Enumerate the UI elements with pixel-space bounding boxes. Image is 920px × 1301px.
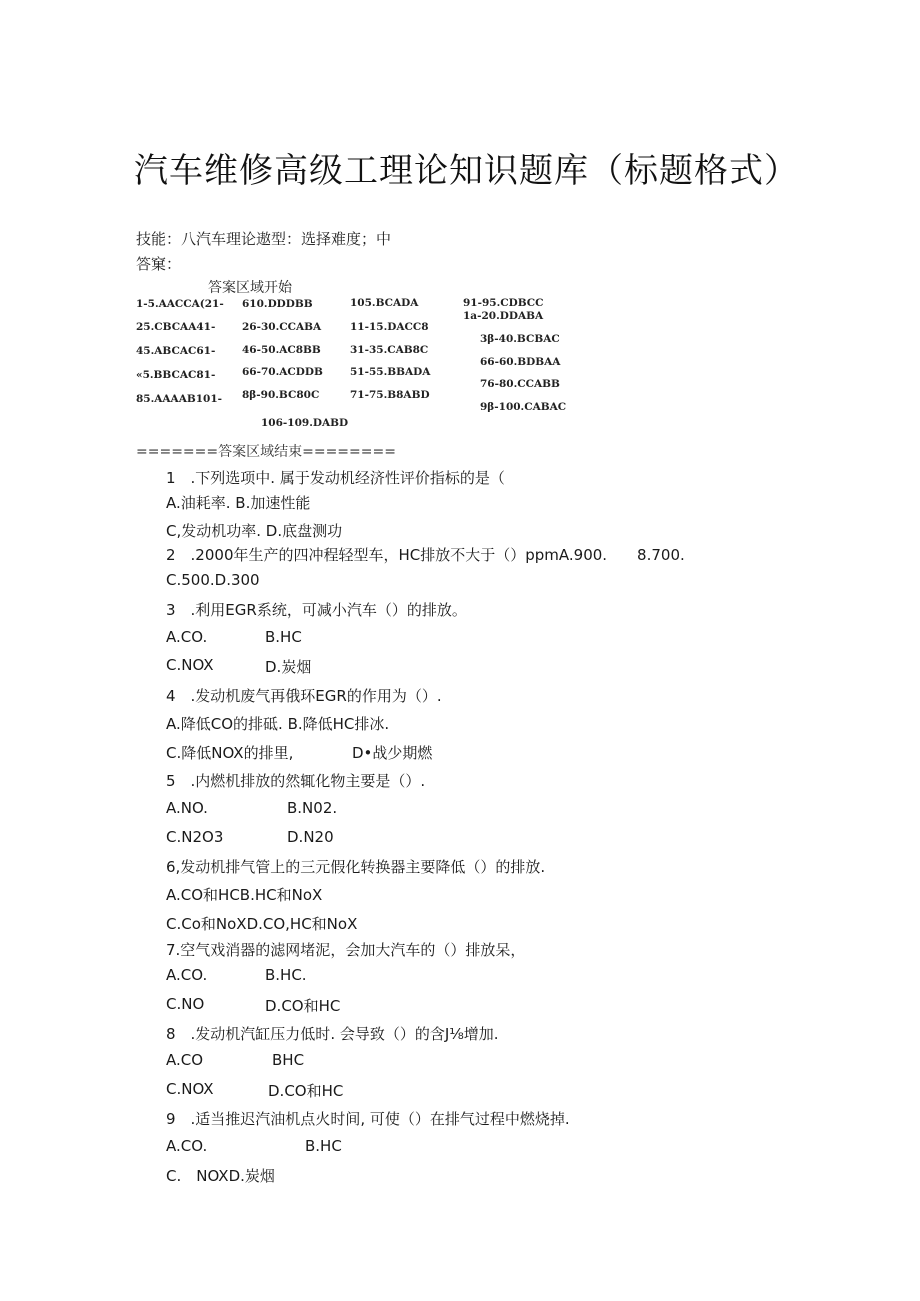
question-option: D.CO和HC xyxy=(268,1082,344,1100)
question-option: C.Co和NoXD.CO,HC和NoX xyxy=(166,915,358,933)
answer-cell: 76-80.CCABB xyxy=(480,378,560,390)
answer-cell: 3β-40.BCBAC xyxy=(480,333,560,345)
question-option: A.CO. xyxy=(166,628,208,646)
question-option: C.降低NOX的排里, xyxy=(166,744,294,762)
question-option: B.HC xyxy=(265,628,302,646)
answer-cell: 105.BCADA xyxy=(350,297,419,309)
answer-cell: 610.DDDBB xyxy=(242,298,313,310)
question-option: C.NOX xyxy=(166,656,214,674)
question-option: B.HC. xyxy=(265,966,307,984)
question-option: B.N02. xyxy=(287,799,338,817)
answer-cell: 1-5.AACCA(21- xyxy=(136,298,224,310)
question-option: A.CO xyxy=(166,1051,204,1069)
question-option: C.N2O3 xyxy=(166,828,224,846)
answer-cell: 9β-100.CABAC xyxy=(480,401,567,413)
question-option: C. NOXD.炭烟 xyxy=(166,1167,275,1185)
question-option: C.500.D.300 xyxy=(166,571,260,589)
answer-cell: 85.AAAAB101- xyxy=(136,393,223,405)
question-option: C,发动机功率. D.底盘测功 xyxy=(166,522,343,540)
answer-cell: 31-35.CAB8C xyxy=(350,344,429,356)
question-stem: 6,发动机排气管上的三元假化转换器主要降低（）的排放. xyxy=(166,858,546,876)
question-option: A.CO. xyxy=(166,966,208,984)
answer-cell: «5.BBCAC81- xyxy=(136,369,216,381)
question-option: D•战少期燃 xyxy=(352,744,433,762)
answer-cell: 46-50.AC8BB xyxy=(242,344,321,356)
question-option: C.NOX xyxy=(166,1080,214,1098)
question-option: A.CO和HCB.HC和NoX xyxy=(166,886,323,904)
answer-cell: 51-55.BBADA xyxy=(350,366,431,378)
question-option: A.NO. xyxy=(166,799,208,817)
question-option: D.炭烟 xyxy=(265,658,312,676)
answer-cell: 8β-90.BC80C xyxy=(242,389,320,401)
question-option: C.NO xyxy=(166,995,205,1013)
answer-cell: 66-70.ACDDB xyxy=(242,366,323,378)
meta-line: 技能：八汽车理论遨型：选择难度；中 xyxy=(136,230,392,248)
page-title: 汽车维修高级工理论知识题库（标题格式） xyxy=(134,151,799,191)
question-stem: 7.空气戏消器的滤网堵泥，会加大汽车的（）排放呆， xyxy=(166,941,526,959)
answer-area-end: =======答案区域结束======== xyxy=(136,444,396,460)
question-option: BHC xyxy=(272,1051,305,1069)
question-stem: 3 .利用EGR系统，可减小汽车（）的排放。 xyxy=(166,601,467,619)
question-option: D.N20 xyxy=(287,828,334,846)
answer-cell: 66-60.BDBAA xyxy=(480,356,561,368)
answer-area-start: 答案区域开始 xyxy=(208,280,292,296)
question-option: A.CO. xyxy=(166,1137,208,1155)
answer-cell: 71-75.B8ABD xyxy=(350,389,430,401)
question-stem: 9 .适当推迟汽油机点火时间, 可使（）在排气过程中燃烧掉. xyxy=(166,1110,570,1128)
question-stem: 2 .2000年生产的四冲程轻型车，HC排放不大于（）ppmA.900. 8.700. xyxy=(166,546,685,564)
question-option: B.HC xyxy=(305,1137,342,1155)
answer-cell: 91-95.CDBCC xyxy=(463,297,544,309)
answer-cell: 25.CBCAA41- xyxy=(136,321,216,333)
question-option: D.CO和HC xyxy=(265,997,341,1015)
question-stem: 5 .内燃机排放的然辄化物主要是（）. xyxy=(166,772,426,790)
answer-cell: 106-109.DABD xyxy=(261,417,349,429)
answer-cell: 45.ABCAC61- xyxy=(136,345,216,357)
question-stem: 1 .下列选项中. 属于发动机经济性评价指标的是（ xyxy=(166,469,505,487)
question-stem: 8 .发动机汽缸压力低时. 会导致（）的含J⅛增加. xyxy=(166,1025,499,1043)
answer-label: 答窠： xyxy=(136,255,182,273)
answer-cell: 1a-20.DDABA xyxy=(463,310,544,322)
question-option: A.降低CO的排砥. B.降低HC排冰. xyxy=(166,715,390,733)
answer-cell: 26-30.CCABA xyxy=(242,321,322,333)
question-option: A.油耗率. B.加速性能 xyxy=(166,494,311,512)
question-stem: 4 .发动机废气再俄环EGR的作用为（）. xyxy=(166,687,442,705)
answer-cell: 11-15.DACC8 xyxy=(350,321,429,333)
